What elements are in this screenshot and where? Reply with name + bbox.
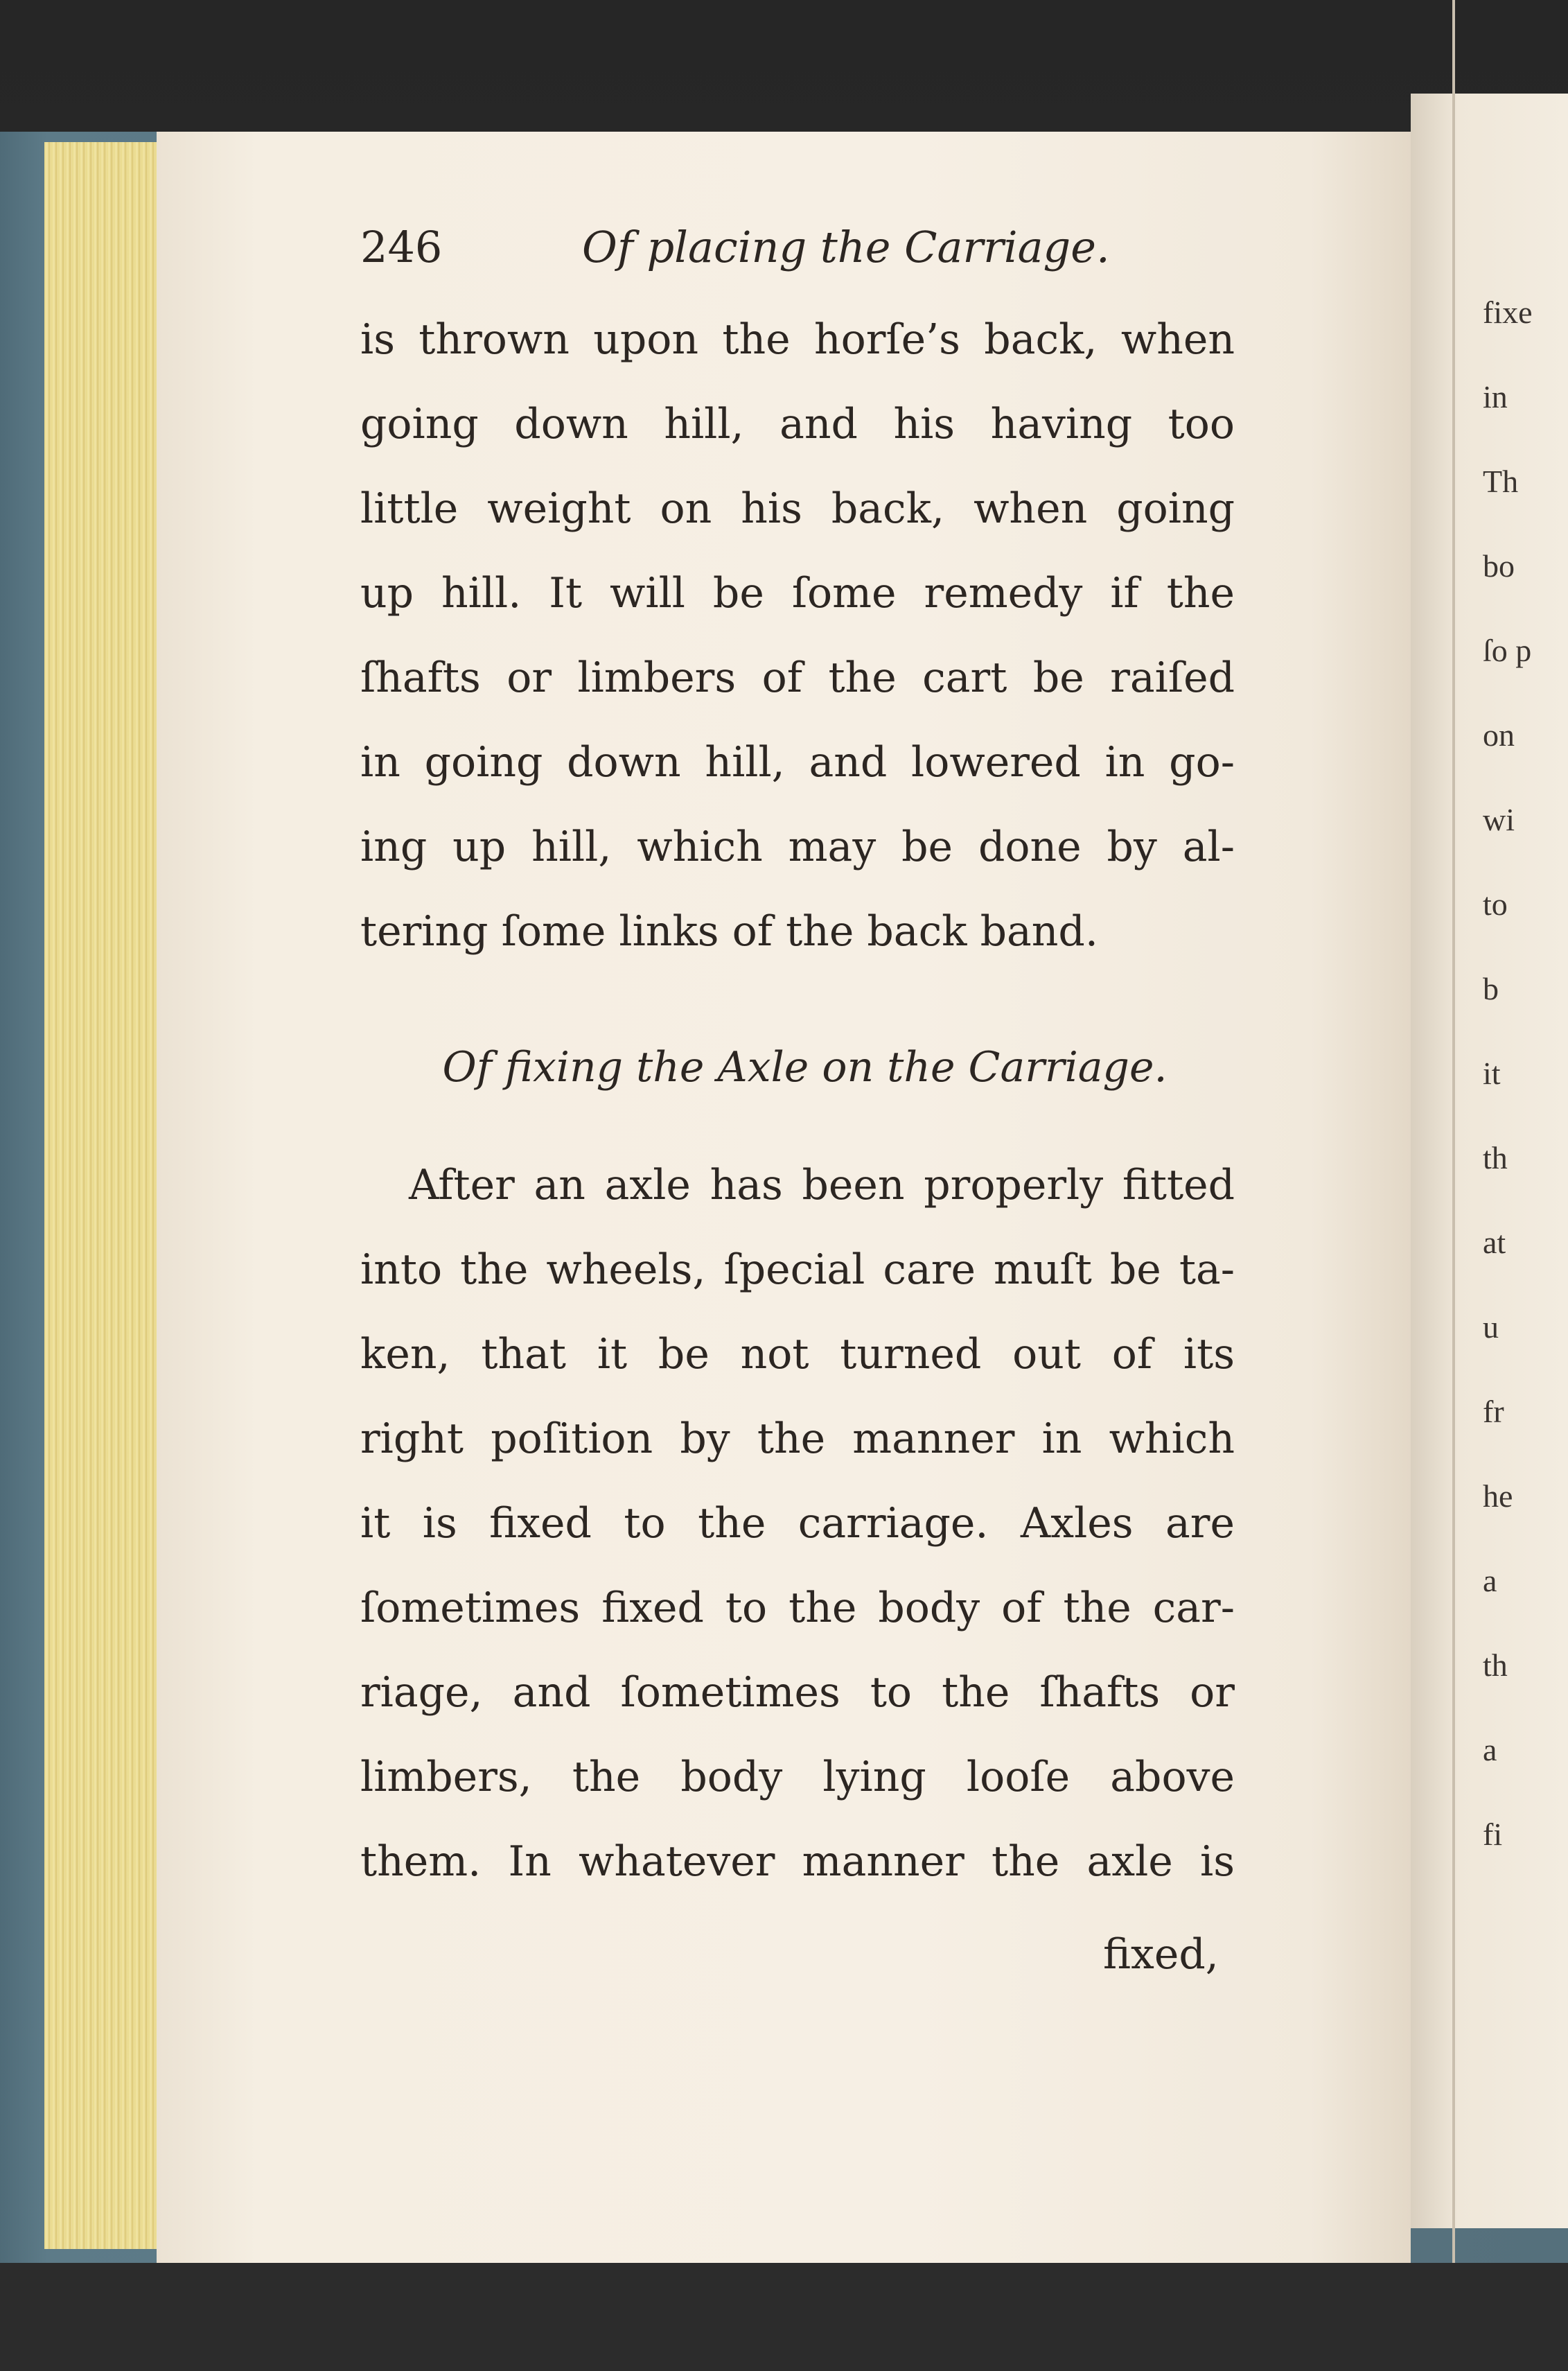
text-line: up hill. It will be ſome remedy if the <box>360 569 1235 618</box>
facing-fragment: ſo p <box>1483 633 1532 668</box>
facing-fragment: Th <box>1483 464 1519 499</box>
text-line: tering ſome links of the back band. <box>360 907 1098 956</box>
text-line: little weight on his back, when going <box>360 484 1235 533</box>
text-line: ſometimes fixed to the body of the car- <box>360 1584 1235 1632</box>
facing-fragment: fr <box>1483 1394 1504 1429</box>
text-line: into the wheels, ſpecial care muſt be ta- <box>360 1245 1235 1294</box>
facing-fragment: a <box>1483 1732 1497 1767</box>
text-line: them. In whatever manner the axle is <box>360 1837 1235 1886</box>
facing-fragment: fi <box>1483 1817 1503 1852</box>
facing-fragment: th <box>1483 1647 1508 1683</box>
facing-fragment: u <box>1483 1309 1499 1345</box>
facing-fragment: at <box>1483 1225 1506 1260</box>
page-number: 246 <box>360 222 443 272</box>
facing-fragment: to <box>1483 886 1508 922</box>
running-head: Of placing the Carriage. <box>582 222 1110 272</box>
text-line: After an axle has been properly fitted <box>409 1161 1235 1209</box>
facing-fragment: in <box>1483 379 1508 414</box>
facing-fragment: wi <box>1483 802 1515 837</box>
facing-fragment: it <box>1483 1056 1501 1091</box>
facing-fragment: b <box>1483 971 1499 1006</box>
background-bottom <box>0 2263 1568 2371</box>
text-line: is thrown upon the horſe’s back, when <box>360 315 1235 364</box>
facing-fragment: a <box>1483 1563 1497 1598</box>
text-line: ing up hill, which may be done by al- <box>360 823 1235 871</box>
text-line: right poſition by the manner in which <box>360 1415 1235 1463</box>
text-line: riage, and ſometimes to the ſhafts or <box>360 1668 1235 1717</box>
text-line: in going down hill, and lowered in go- <box>360 738 1235 787</box>
text-line: ken, that it be not turned out of its <box>360 1330 1235 1379</box>
catchword: fixed, <box>1103 1930 1219 1979</box>
facing-fragment: bo <box>1483 548 1515 584</box>
text-line: it is fixed to the carriage. Axles are <box>360 1499 1235 1548</box>
section-title: Of fixing the Axle on the Carriage. <box>442 1043 1168 1092</box>
facing-fragment: fixe <box>1483 295 1533 330</box>
text-line: going down hill, and his having too <box>360 400 1235 448</box>
text-line: limbers, the body lying looſe above <box>360 1753 1235 1801</box>
facing-fragment: th <box>1483 1140 1508 1175</box>
text-line: ſhafts or limbers of the cart be raiſed <box>360 654 1235 702</box>
facing-fragment: he <box>1483 1478 1513 1514</box>
facing-fragment: on <box>1483 717 1515 753</box>
